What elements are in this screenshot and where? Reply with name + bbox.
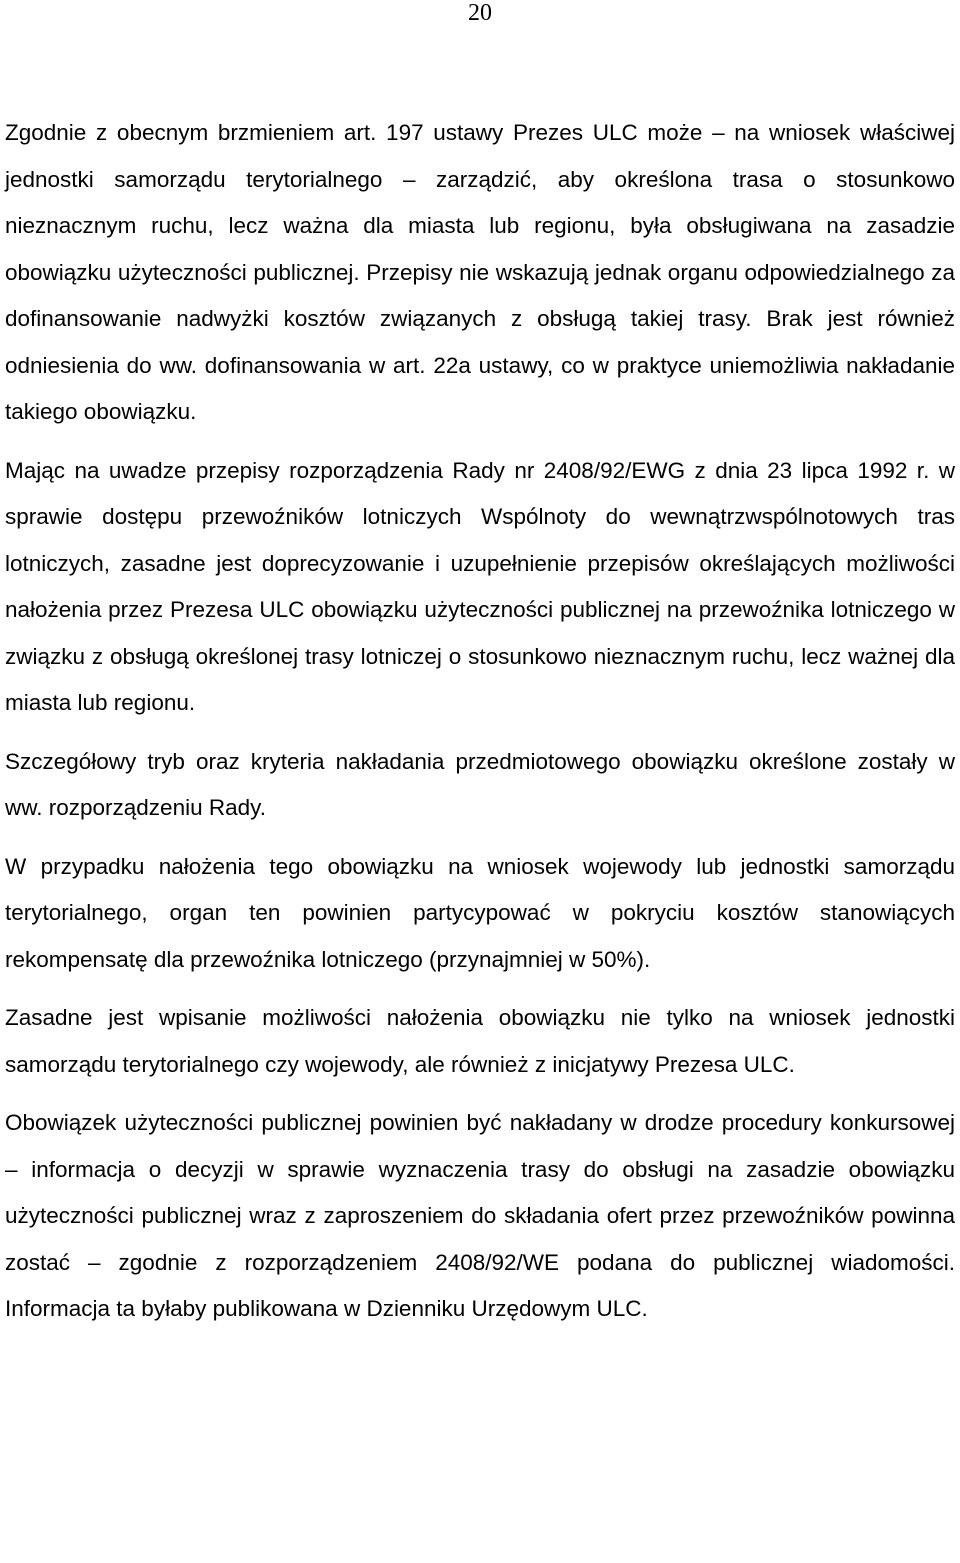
paragraph-procedure-criteria: Szczegółowy tryb oraz kryteria nakładania przedmiotowego obowiązku określone zostały w ww. rozporządzeniu Rady.	[5, 748, 955, 820]
page-number: 20	[468, 0, 492, 26]
document-body	[5, 110, 955, 1345]
paragraph-art-197: Zgodnie z obecnym brzmieniem art. 197 ustawy Prezes ULC może – na wniosek właściwej jednostki samorządu terytorialnego – zarządzić, aby określona trasa o stosunkowo nieznacznym ruchu, lecz ważna dla miasta lub regionu, była obsługiwana na zasadzie obowiązku użyteczności publicznej. Przepisy nie wskazują jednak organu odpowiedzialnego za dofinansowanie nadwyżki kosztów związanych z obsługą takiej trasy. Brak jest również odniesienia do ww. dofinansowania w art. 22a ustawy, co w praktyce uniemożliwia nakładanie takiego obowiązku.	[5, 120, 955, 424]
paragraph-regulation-2408: Mając na uwadze przepisy rozporządzenia Rady nr 2408/92/EWG z dnia 23 lipca 1992 r. w sprawie dostępu przewoźników lotniczych Wspólnoty do wewnątrzwspólnotowych tras lotniczych, zasadne jest doprecyzowanie i uzupełnienie przepisów określających możliwości nałożenia przez Prezesa ULC obowiązku użyteczności publicznej na przewoźnika lotniczego w związku z obsługą określonej trasy lotniczej o stosunkowo nieznacznym ruchu, lecz ważnej dla miasta lub regionu.	[5, 457, 955, 715]
paragraph-tender-procedure: Obowiązek użyteczności publicznej powinien być nakładany w drodze procedury konkursowej – informacja o decyzji w sprawie wyznaczenia trasy do obsługi na zasadzie obowiązku użyteczności publicznej wraz z zaproszeniem do składania ofert przez przewoźników powinna zostać – zgodnie z rozporządzeniem 2408/92/WE podana do publicznej wiadomości. Informacja ta byłaby publikowana w Dzienniku Urzędowym ULC.	[5, 1110, 955, 1321]
paragraph-ulc-initiative: Zasadne jest wpisanie możliwości nałożenia obowiązku nie tylko na wniosek jednostki samorządu terytorialnego czy wojewody, ale również z inicjatywy Prezesa ULC.	[5, 1005, 955, 1077]
paragraph-cost-sharing: W przypadku nałożenia tego obowiązku na wniosek wojewody lub jednostki samorządu terytorialnego, organ ten powinien partycypować w pokryciu kosztów stanowiących rekompensatę dla przewoźnika lotniczego (przynajmniej w 50%).	[5, 853, 955, 972]
